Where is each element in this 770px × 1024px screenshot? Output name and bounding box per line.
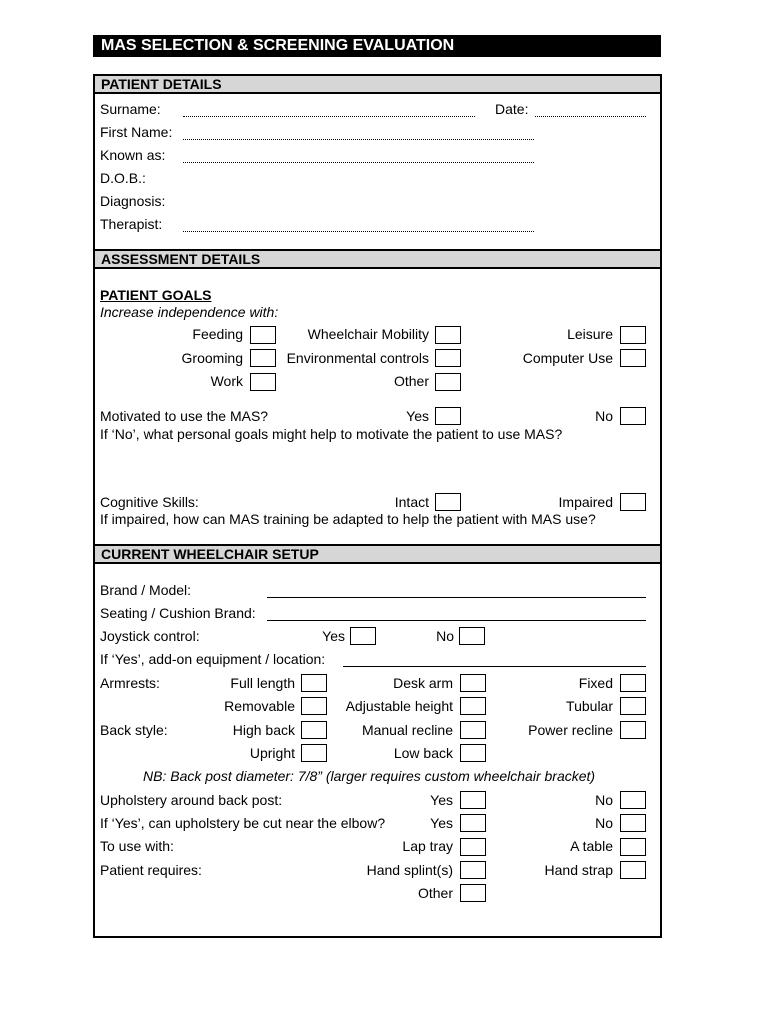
desk-arm-label: Desk arm	[393, 675, 453, 691]
other-requirement-label: Other	[417, 885, 453, 901]
motivated-no-label: No	[595, 408, 613, 424]
cut-yes-label: Yes	[430, 815, 453, 831]
upright-checkbox[interactable]	[301, 744, 327, 762]
tubular-checkbox[interactable]	[620, 697, 646, 715]
section-header-patient-details: PATIENT DETAILS	[93, 74, 662, 94]
wheelchair-mobility-label: Wheelchair Mobility	[307, 326, 429, 342]
other-goal-label: Other	[393, 373, 429, 389]
motivated-yes-label: Yes	[406, 408, 429, 424]
tubular-label: Tubular	[566, 698, 613, 714]
desk-arm-checkbox[interactable]	[460, 674, 486, 692]
a-table-checkbox[interactable]	[620, 838, 646, 856]
to-use-with-label: To use with:	[100, 838, 174, 854]
brand-model-label: Brand / Model:	[100, 582, 192, 598]
work-label: Work	[210, 373, 243, 389]
power-recline-label: Power recline	[528, 722, 613, 738]
cut-yes-checkbox[interactable]	[460, 814, 486, 832]
fixed-label: Fixed	[578, 675, 613, 691]
other-goal-checkbox[interactable]	[435, 373, 461, 391]
manual-recline-checkbox[interactable]	[460, 721, 486, 739]
addon-equipment-label: If ‘Yes’, add-on equipment / location:	[100, 651, 326, 667]
joystick-yes-checkbox[interactable]	[350, 627, 376, 645]
back-style-label: Back style:	[100, 722, 168, 738]
cut-no-checkbox[interactable]	[620, 814, 646, 832]
section-header-wheelchair-setup: CURRENT WHEELCHAIR SETUP	[93, 544, 662, 564]
back-post-note: NB: Back post diameter: 7/8” (larger requires custom wheelchair bracket)	[143, 768, 596, 784]
hand-splints-label: Hand splint(s)	[366, 862, 453, 878]
lap-tray-checkbox[interactable]	[460, 838, 486, 856]
known-as-label: Known as:	[100, 147, 166, 163]
a-table-label: A table	[570, 838, 613, 854]
removable-checkbox[interactable]	[301, 697, 327, 715]
hand-strap-label: Hand strap	[544, 862, 613, 878]
low-back-label: Low back	[393, 745, 453, 761]
computer-use-checkbox[interactable]	[620, 349, 646, 367]
leisure-label: Leisure	[567, 326, 613, 342]
cognitive-skills-label: Cognitive Skills:	[100, 494, 199, 510]
full-length-checkbox[interactable]	[301, 674, 327, 692]
high-back-checkbox[interactable]	[301, 721, 327, 739]
grooming-label: Grooming	[181, 350, 243, 366]
upright-label: Upright	[249, 745, 295, 761]
cut-no-label: No	[595, 815, 613, 831]
joystick-control-label: Joystick control:	[100, 628, 200, 644]
computer-use-label: Computer Use	[522, 350, 613, 366]
seating-cushion-field[interactable]	[267, 620, 646, 621]
leisure-checkbox[interactable]	[620, 326, 646, 344]
armrests-label: Armrests:	[100, 675, 160, 691]
adjustable-height-label: Adjustable height	[345, 698, 453, 714]
if-no-question: If ‘No’, what personal goals might help to motivate the patient to use MAS?	[100, 426, 563, 442]
environmental-controls-label: Environmental controls	[286, 350, 429, 366]
date-label: Date:	[495, 101, 529, 117]
joystick-no-label: No	[436, 628, 454, 644]
impaired-checkbox[interactable]	[620, 493, 646, 511]
motivated-no-checkbox[interactable]	[620, 407, 646, 425]
work-checkbox[interactable]	[250, 373, 276, 391]
dob-label: D.O.B.:	[100, 170, 146, 186]
environmental-controls-checkbox[interactable]	[435, 349, 461, 367]
high-back-label: High back	[232, 722, 295, 738]
brand-model-field[interactable]	[267, 597, 646, 598]
intact-checkbox[interactable]	[435, 493, 461, 511]
manual-recline-label: Manual recline	[361, 722, 453, 738]
form-title: MAS SELECTION & SCREENING EVALUATION	[93, 35, 661, 57]
therapist-label: Therapist:	[100, 216, 163, 232]
motivated-label: Motivated to use the MAS?	[100, 408, 269, 424]
seating-cushion-label: Seating / Cushion Brand:	[100, 605, 256, 621]
date-field[interactable]	[535, 116, 646, 117]
grooming-checkbox[interactable]	[250, 349, 276, 367]
lap-tray-label: Lap tray	[402, 838, 453, 854]
power-recline-checkbox[interactable]	[620, 721, 646, 739]
removable-label: Removable	[224, 698, 295, 714]
cut-upholstery-label: If ‘Yes’, can upholstery be cut near the elbow?	[100, 815, 386, 831]
joystick-yes-label: Yes	[322, 628, 345, 644]
upholstery-no-checkbox[interactable]	[620, 791, 646, 809]
goals-intro: Increase independence with:	[100, 304, 279, 320]
first-name-field[interactable]	[183, 139, 534, 140]
upholstery-label: Upholstery around back post:	[100, 792, 283, 808]
joystick-no-checkbox[interactable]	[459, 627, 485, 645]
hand-strap-checkbox[interactable]	[620, 861, 646, 879]
full-length-label: Full length	[230, 675, 295, 691]
upholstery-yes-label: Yes	[430, 792, 453, 808]
diagnosis-label: Diagnosis:	[100, 193, 166, 209]
if-impaired-question: If impaired, how can MAS training be adapted to help the patient with MAS use?	[100, 511, 596, 527]
section-header-assessment-details: ASSESSMENT DETAILS	[93, 249, 662, 269]
motivated-yes-checkbox[interactable]	[435, 407, 461, 425]
upholstery-no-label: No	[595, 792, 613, 808]
feeding-label: Feeding	[192, 326, 243, 342]
low-back-checkbox[interactable]	[460, 744, 486, 762]
addon-equipment-field[interactable]	[343, 666, 646, 667]
other-requirement-checkbox[interactable]	[460, 884, 486, 902]
first-name-label: First Name:	[100, 124, 173, 140]
patient-goals-title: PATIENT GOALS	[100, 287, 212, 303]
upholstery-yes-checkbox[interactable]	[460, 791, 486, 809]
surname-label: Surname:	[100, 101, 161, 117]
surname-field[interactable]	[183, 116, 475, 117]
patient-requires-label: Patient requires:	[100, 862, 202, 878]
hand-splints-checkbox[interactable]	[460, 861, 486, 879]
wheelchair-mobility-checkbox[interactable]	[435, 326, 461, 344]
fixed-checkbox[interactable]	[620, 674, 646, 692]
therapist-field[interactable]	[183, 231, 534, 232]
known-as-field[interactable]	[183, 162, 534, 163]
feeding-checkbox[interactable]	[250, 326, 276, 344]
impaired-label: Impaired	[558, 494, 613, 510]
intact-label: Intact	[394, 494, 429, 510]
adjustable-height-checkbox[interactable]	[460, 697, 486, 715]
